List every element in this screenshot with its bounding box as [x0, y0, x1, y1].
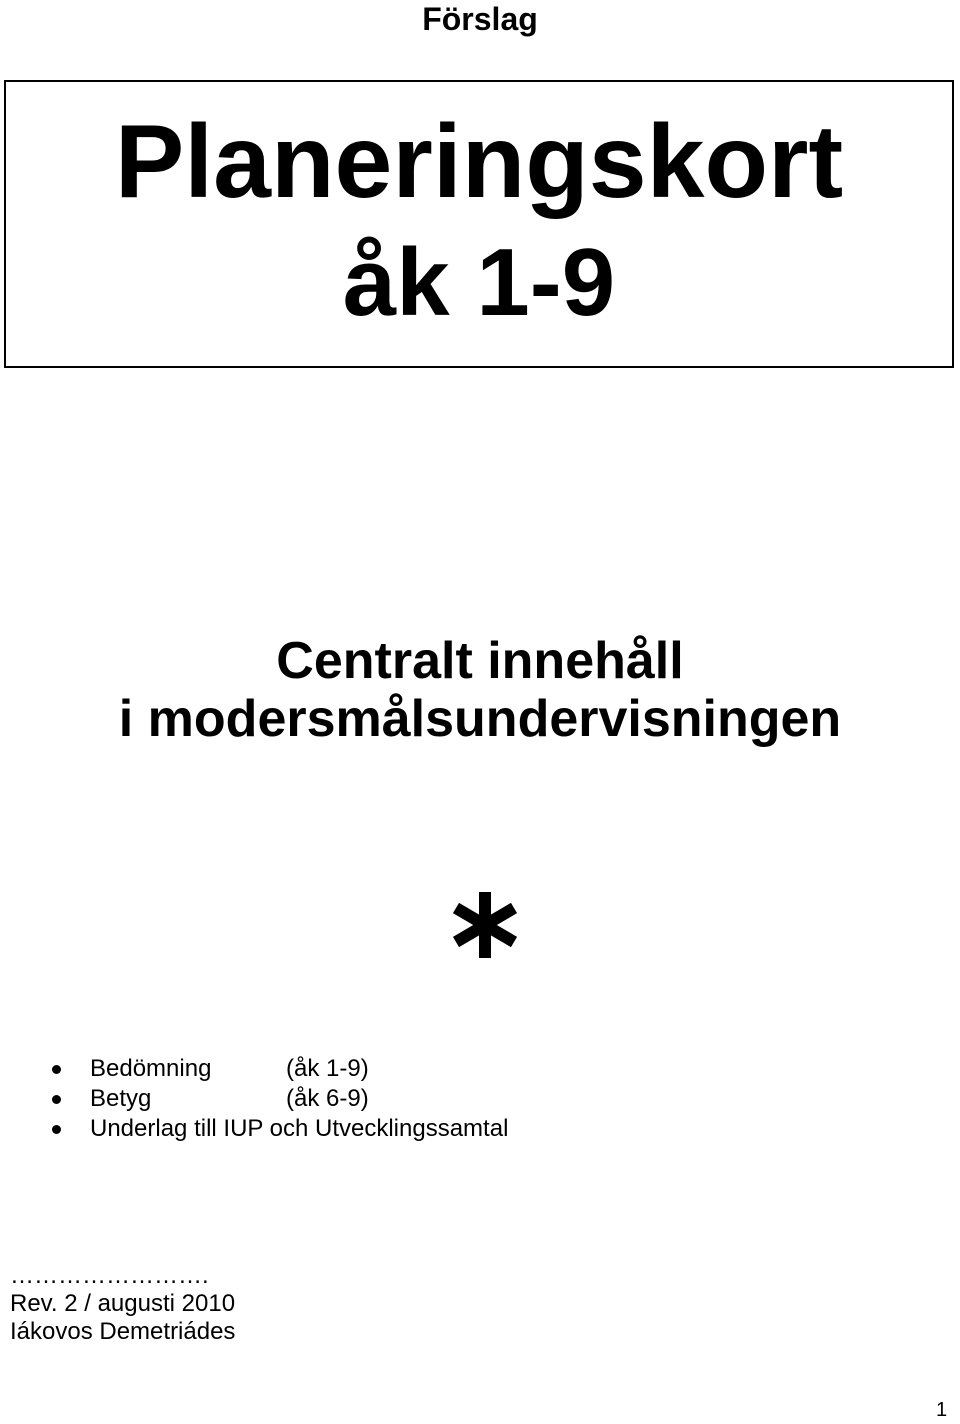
page-number: 1 — [936, 1399, 948, 1421]
page-title: Planeringskort — [114, 104, 844, 220]
title-box — [4, 80, 954, 368]
subtitle — [0, 632, 960, 748]
footer-author: Iákovos Demetriádes — [10, 1318, 236, 1345]
page-title-grade: åk 1-9 — [342, 229, 616, 336]
list-item — [0, 1114, 960, 1144]
bullet-list — [0, 1054, 960, 1144]
bullet-icon — [52, 1065, 61, 1074]
bullet-detail: (åk 1-9) — [286, 1055, 369, 1082]
bullet-icon — [52, 1095, 61, 1104]
bullet-icon — [52, 1125, 61, 1134]
subtitle-line1: Centralt innehåll — [276, 632, 684, 690]
list-item — [0, 1084, 960, 1114]
bullet-label: Underlag till IUP och Utvecklingssamtal — [90, 1115, 509, 1142]
bullet-detail: (åk 6-9) — [286, 1085, 369, 1112]
bullet-label: Bedömning — [90, 1055, 212, 1082]
footer-revision: Rev. 2 / augusti 2010 — [10, 1290, 236, 1317]
subtitle-line2: i modersmålsundervisningen — [118, 690, 842, 748]
asterisk-icon — [450, 890, 520, 960]
list-item — [0, 1054, 960, 1084]
header-label: Förslag — [422, 1, 538, 37]
bullet-label: Betyg — [90, 1085, 152, 1112]
footer — [10, 1262, 235, 1346]
footer-dots: ……………………. — [10, 1262, 209, 1289]
